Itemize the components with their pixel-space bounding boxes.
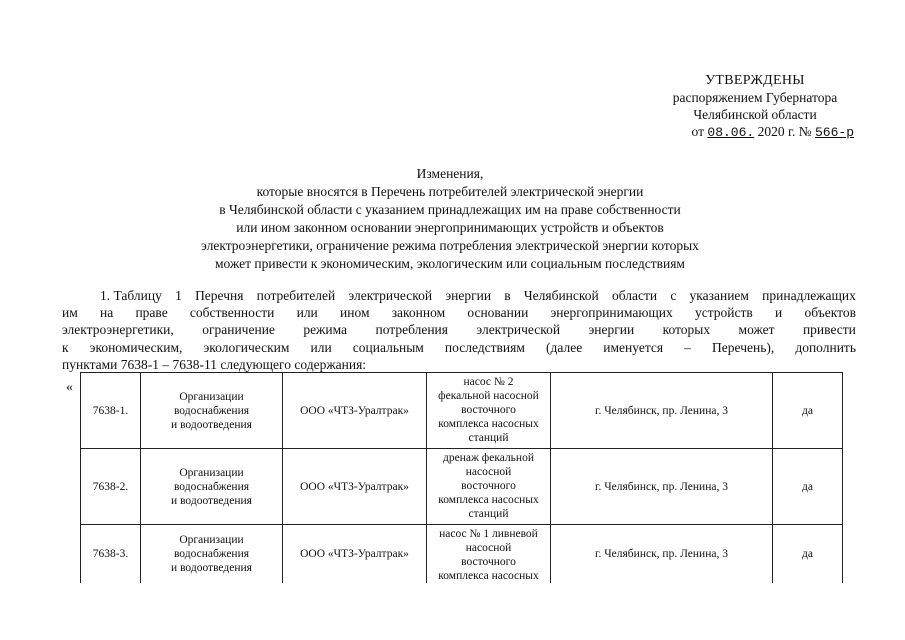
approval-date-line: [620, 123, 890, 141]
paragraph-word: 1. Таблицу: [100, 288, 162, 303]
object-line: фекальной насосной: [438, 390, 539, 402]
paragraph-word: электрической: [348, 288, 433, 303]
flag-cell: да: [773, 373, 843, 449]
object-line: восточного: [461, 404, 516, 416]
date-year: 2020 г. №: [757, 124, 812, 139]
paragraph-word: или: [296, 305, 318, 321]
opening-quote: «: [66, 380, 73, 395]
order-number: 566-р: [814, 125, 854, 140]
title-line-3: в Челябинской области с указанием принадлежащих им на праве собственности: [219, 202, 681, 217]
paragraph-word: энергопринимающих: [550, 305, 673, 321]
paragraph-word: Перечня: [195, 288, 244, 303]
category-line: водоснабжения: [173, 404, 250, 417]
category-line: Организации: [179, 534, 244, 546]
document-title: [140, 165, 760, 273]
category-line: водоснабжения: [173, 480, 250, 493]
object-line: станций: [468, 508, 509, 520]
paragraph-line: [62, 304, 856, 321]
body-paragraph: [62, 287, 856, 373]
paragraph-word: объектов: [804, 305, 856, 321]
object-cell: [427, 373, 551, 449]
object-line: насос № 2: [463, 376, 514, 388]
approval-line-1: распоряжением Губернатора: [672, 90, 838, 105]
object-line: восточного: [461, 480, 516, 492]
paragraph-word: 1: [175, 288, 182, 303]
paragraph-word: и: [775, 305, 783, 321]
paragraph-word: –: [684, 339, 691, 355]
row-number-cell: 7638-2.: [81, 449, 141, 525]
paragraph-word: потребителей: [256, 288, 336, 303]
object-line: насосной: [465, 542, 512, 554]
table-row: [81, 525, 843, 584]
paragraph-word: социальным: [352, 339, 424, 355]
paragraph-word: Перечень),: [712, 339, 775, 355]
paragraph-word: именуется: [603, 339, 664, 355]
table-row: [81, 449, 843, 525]
date-value: 08.06.: [707, 125, 755, 140]
category-line: и водоотведения: [171, 562, 252, 574]
date-prefix: от: [691, 124, 705, 139]
approval-block: [620, 72, 890, 141]
paragraph-word: энергии: [445, 288, 492, 303]
title-line-5: электроэнергетики, ограничение режима потребления электрической энергии которых: [201, 238, 699, 253]
title-line-1: Изменения,: [416, 166, 484, 181]
paragraph-line: [62, 339, 856, 356]
paragraph-word: электрической: [476, 322, 561, 338]
object-cell: [427, 449, 551, 525]
paragraph-word: с: [670, 288, 677, 303]
paragraph-word: дополнить: [795, 339, 856, 355]
category-cell: [141, 525, 283, 584]
category-line: и водоотведения: [171, 418, 252, 431]
object-line: насос № 1 ливневой: [439, 528, 538, 540]
paragraph-word: энергии: [588, 322, 635, 338]
category-cell: [141, 373, 283, 449]
approval-line-2: Челябинской области: [693, 107, 817, 122]
title-line-2: которые вносятся в Перечень потребителей электрической энергии: [256, 184, 644, 199]
paragraph-word: Челябинской: [523, 288, 599, 303]
organization-cell: ООО «ЧТЗ-Уралтрак»: [283, 449, 427, 525]
paragraph-word: экологическим: [203, 339, 290, 355]
row-number-cell: 7638-3.: [81, 525, 141, 584]
category-line: Организации: [179, 390, 244, 403]
row-number-cell: 7638-1.: [81, 373, 141, 449]
paragraph-word: может: [738, 322, 775, 338]
paragraph-word: к: [62, 339, 69, 355]
paragraph-line: [62, 287, 856, 304]
object-cell: [427, 525, 551, 584]
paragraph-word: (далее: [545, 339, 583, 355]
approval-heading: УТВЕРЖДЕНЫ: [705, 73, 805, 88]
paragraph-word: ограничение: [202, 322, 275, 338]
paragraph-word: законном: [391, 305, 446, 321]
paragraph-word: основании: [467, 305, 529, 321]
paragraph-word: устройств: [695, 305, 753, 321]
address-cell: г. Челябинск, пр. Ленина, 3: [551, 525, 773, 584]
table-row: [81, 373, 843, 449]
paragraph-word: области: [611, 288, 658, 303]
paragraph-word: ином: [340, 305, 370, 321]
category-cell: [141, 449, 283, 525]
organization-cell: ООО «ЧТЗ-Уралтрак»: [283, 525, 427, 584]
object-line: насосной: [465, 466, 512, 478]
object-line: комплекса насосных: [438, 494, 539, 506]
category-line: и водоотведения: [171, 494, 252, 507]
paragraph-word: принадлежащих: [762, 288, 856, 303]
flag-cell: да: [773, 449, 843, 525]
paragraph-word: или: [310, 339, 332, 355]
paragraph-line: пунктами 7638-1 – 7638-11 следующего содержания:: [62, 356, 367, 372]
object-line: комплекса насосных: [438, 570, 539, 582]
paragraph-word: им: [62, 305, 78, 321]
title-line-4: или ином законном основании энергопринимающих устройств и объектов: [236, 220, 664, 235]
consumers-table: [80, 372, 843, 583]
paragraph-word: привести: [802, 322, 856, 338]
paragraph-word: последствиям: [444, 339, 525, 355]
flag-cell: да: [773, 525, 843, 584]
paragraph-word: на: [100, 305, 114, 321]
paragraph-line: [62, 321, 856, 338]
object-line: станций: [468, 432, 509, 444]
address-cell: г. Челябинск, пр. Ленина, 3: [551, 449, 773, 525]
paragraph-word: которых: [662, 322, 711, 338]
paragraph-word: электроэнергетики,: [62, 322, 174, 338]
object-line: дренаж фекальной: [442, 452, 534, 464]
paragraph-word: в: [504, 288, 511, 303]
object-line: восточного: [461, 556, 516, 568]
object-line: комплекса насосных: [438, 418, 539, 430]
paragraph-word: собственности: [189, 305, 275, 321]
category-line: Организации: [179, 466, 244, 479]
paragraph-word: потребления: [375, 322, 448, 338]
organization-cell: ООО «ЧТЗ-Уралтрак»: [283, 373, 427, 449]
paragraph-word: экономическим,: [89, 339, 183, 355]
category-line: водоснабжения: [173, 548, 250, 560]
title-line-6: может привести к экономическим, экологическим или социальным последствиям: [215, 256, 685, 271]
paragraph-word: режима: [303, 322, 348, 338]
paragraph-word: указанием: [689, 288, 749, 303]
paragraph-word: праве: [135, 305, 168, 321]
address-cell: г. Челябинск, пр. Ленина, 3: [551, 373, 773, 449]
